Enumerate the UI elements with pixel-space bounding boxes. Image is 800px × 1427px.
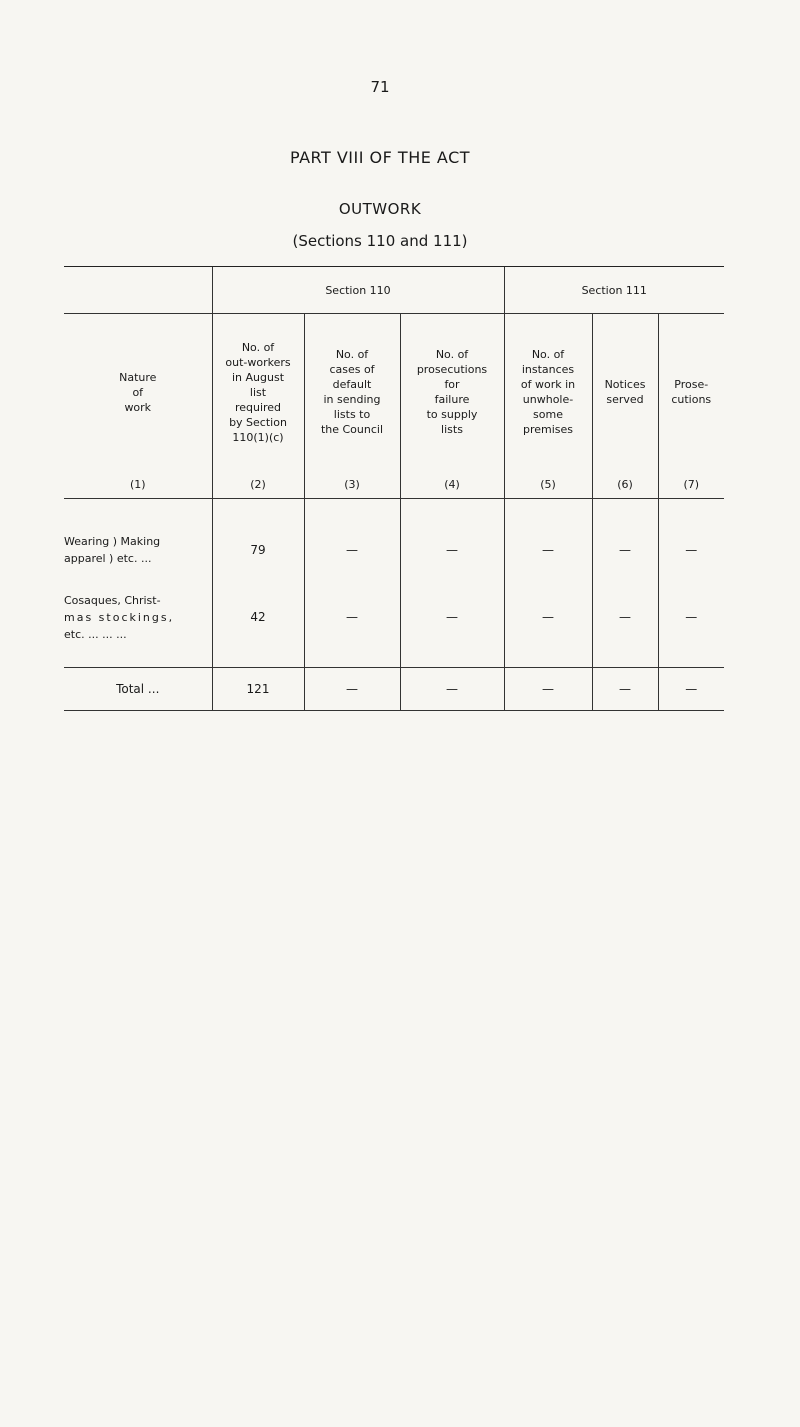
cell-value: — xyxy=(658,579,724,668)
header-line: No. of xyxy=(335,348,369,361)
total-label: Total ... xyxy=(64,668,212,711)
header-line: list xyxy=(249,385,267,399)
header-line: served xyxy=(606,393,644,406)
header-line: cases of xyxy=(329,363,375,376)
cell-value: — xyxy=(400,499,504,580)
nature-header-line: of xyxy=(132,385,144,399)
row-label xyxy=(64,579,212,668)
cell-value: — xyxy=(304,579,400,668)
sections-subtitle: (Sections 110 and 111) xyxy=(292,232,468,250)
label-line: Wearing ) Making xyxy=(64,535,161,548)
header-line: lists xyxy=(441,423,463,436)
header-line: No. of xyxy=(241,340,275,354)
header-line: by Section xyxy=(229,415,287,429)
col-number: (6) xyxy=(592,470,658,499)
cell-value: — xyxy=(592,499,658,580)
nature-header-line: work xyxy=(124,400,152,414)
part-title: PART VIII OF THE ACT xyxy=(289,148,471,167)
total-value: — xyxy=(504,668,592,711)
header-line: unwhole- xyxy=(522,393,574,406)
table-row xyxy=(64,499,724,580)
total-row xyxy=(64,668,724,711)
header-line: to supply xyxy=(426,408,478,421)
col-notices-served-header xyxy=(592,314,658,471)
blank-header-cell xyxy=(64,267,212,314)
cell-value: 79 xyxy=(212,499,304,580)
nature-of-work-header xyxy=(64,314,212,471)
table-row xyxy=(64,579,724,668)
col-number: (4) xyxy=(400,470,504,499)
total-value: — xyxy=(400,668,504,711)
header-line: premises xyxy=(522,423,574,436)
cell-value: — xyxy=(504,579,592,668)
header-line: lists to xyxy=(333,408,371,421)
header-line: in sending xyxy=(323,393,381,406)
col-default-cases-header xyxy=(304,314,400,471)
section-110-header: Section 110 xyxy=(212,267,504,314)
col-number: (5) xyxy=(504,470,592,499)
header-line: failure xyxy=(434,393,470,406)
nature-header-line: Nature xyxy=(119,370,157,384)
page-number: 71 xyxy=(370,78,390,96)
header-line: Notices xyxy=(604,378,646,391)
cell-value: — xyxy=(304,499,400,580)
header-line: of work in xyxy=(520,378,576,391)
header-line: No. of xyxy=(435,348,469,361)
label-line: Cosaques, Christ- xyxy=(64,593,161,607)
header-line: default xyxy=(332,378,372,391)
cell-value: — xyxy=(592,579,658,668)
section-header-row xyxy=(64,267,724,314)
cell-value: — xyxy=(400,579,504,668)
col-number: (1) xyxy=(64,470,212,499)
col-number: (3) xyxy=(304,470,400,499)
header-line: Prose- xyxy=(674,378,709,391)
header-line: required xyxy=(234,400,282,414)
total-value: — xyxy=(304,668,400,711)
cell-value: — xyxy=(504,499,592,580)
label-line: etc. ... ... ... xyxy=(64,627,127,641)
header-line: 110(1)(c) xyxy=(232,430,284,444)
col-outworkers-header xyxy=(212,314,304,471)
col-prosecutions-header xyxy=(658,314,724,471)
header-line: some xyxy=(533,408,563,421)
section-111-header: Section 111 xyxy=(504,267,724,314)
header-line: out-workers xyxy=(225,355,291,369)
col-number: (7) xyxy=(658,470,724,499)
cell-value: — xyxy=(658,499,724,580)
outwork-table xyxy=(64,266,724,711)
col-number: (2) xyxy=(212,470,304,499)
outwork-title: OUTWORK xyxy=(338,200,422,218)
header-line: No. of xyxy=(531,348,565,361)
label-line: mas stockings, xyxy=(64,610,175,624)
col-unwholesome-premises-header xyxy=(504,314,592,471)
col-prosecutions-failure-header xyxy=(400,314,504,471)
label-line: apparel ) etc. ... xyxy=(64,552,152,565)
cell-value: 42 xyxy=(212,579,304,668)
header-line: instances xyxy=(521,363,575,376)
row-label xyxy=(64,499,212,580)
total-value: — xyxy=(592,668,658,711)
header-line: the Council xyxy=(320,423,384,436)
column-number-row xyxy=(64,470,724,499)
total-value: — xyxy=(658,668,724,711)
header-line: prosecutions xyxy=(416,363,488,376)
header-line: in August xyxy=(231,370,285,384)
total-value: 121 xyxy=(212,668,304,711)
header-line: for xyxy=(444,378,460,391)
column-header-row xyxy=(64,314,724,471)
header-line: cutions xyxy=(671,393,712,406)
